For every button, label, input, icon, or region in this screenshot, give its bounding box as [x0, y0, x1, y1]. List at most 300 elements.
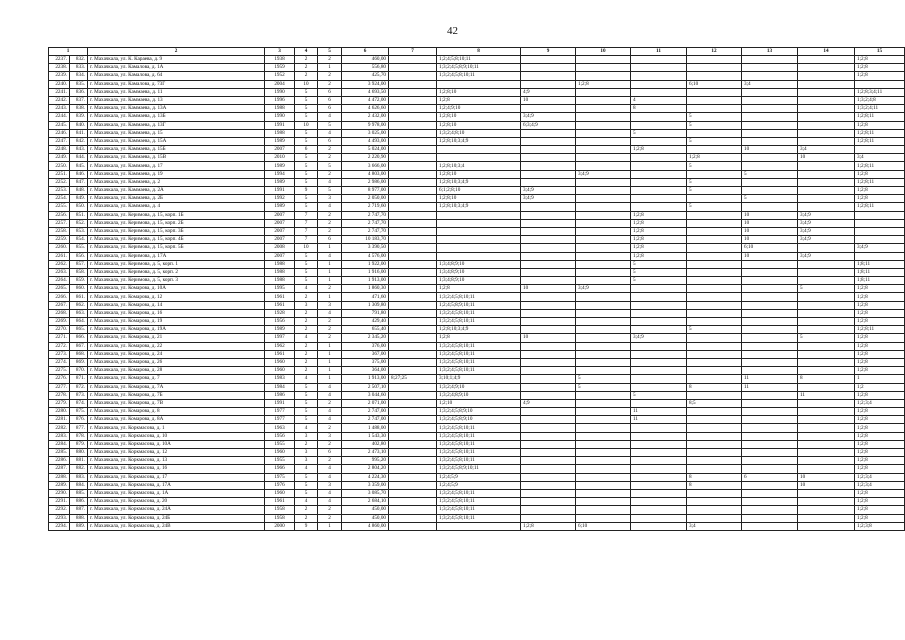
table-cell — [687, 268, 742, 276]
table-cell — [576, 309, 631, 317]
table-cell: 5 — [295, 260, 318, 268]
table-cell — [687, 506, 742, 514]
table-cell: 1;3;2;4;5;8;10;11 — [437, 367, 521, 375]
table-cell: 1966 — [265, 465, 295, 473]
table-cell: 1;8;11 — [855, 268, 905, 276]
table-cell: 2285. — [49, 449, 70, 457]
table-cell: 2254. — [49, 195, 70, 203]
table-cell — [576, 498, 631, 506]
table-cell — [742, 56, 798, 64]
table-cell: г. Махачкала, ул. Комарова, д. 26 — [88, 358, 265, 366]
table-cell: 2 — [295, 326, 318, 334]
table-row — [49, 465, 905, 473]
table-cell: 1989 — [265, 203, 295, 211]
table-cell: 8;5 — [687, 399, 742, 407]
table-cell: 2283. — [49, 432, 70, 440]
table-cell: 5 — [295, 391, 318, 399]
table-cell: 1 309,80 — [342, 301, 389, 309]
table-cell: 1;2;8 — [855, 457, 905, 465]
table-cell — [631, 457, 687, 465]
table-cell: г. Махачкала, ул. Керимова, д. 15, корп. 3Б — [88, 227, 265, 235]
table-cell — [798, 105, 855, 113]
table-cell: 855. — [70, 244, 88, 252]
table-cell: 1988 — [265, 277, 295, 285]
table-cell — [742, 326, 798, 334]
table-cell: 1 922,00 — [342, 260, 389, 268]
table-cell: 5 — [295, 129, 318, 137]
table-cell: 2280. — [49, 408, 70, 416]
table-cell — [798, 506, 855, 514]
table-cell — [687, 309, 742, 317]
table-cell: 1;2;8;10 — [437, 113, 521, 121]
table-cell: 1956 — [265, 318, 295, 326]
table-row — [49, 514, 905, 522]
table-cell: 1;3;2;4;5;8;10;11 — [437, 318, 521, 326]
table-cell: 2256. — [49, 211, 70, 219]
table-cell — [742, 105, 798, 113]
table-cell: 471,60 — [342, 293, 389, 301]
table-cell — [576, 424, 631, 432]
table-cell: 10 — [295, 121, 318, 129]
table-cell: 4 — [318, 473, 342, 481]
table-cell: 1;2;8 — [855, 416, 905, 424]
table-cell — [742, 367, 798, 375]
table-cell — [687, 465, 742, 473]
table-cell: 3 — [295, 432, 318, 440]
table-cell — [798, 260, 855, 268]
table-cell — [855, 252, 905, 260]
table-cell — [631, 506, 687, 514]
table-cell — [389, 498, 437, 506]
table-cell — [687, 391, 742, 399]
table-cell — [521, 318, 576, 326]
table-cell — [742, 391, 798, 399]
table-cell — [389, 162, 437, 170]
table-cell — [576, 137, 631, 145]
table-cell: 839. — [70, 113, 88, 121]
table-cell — [631, 383, 687, 391]
table-cell: 2241. — [49, 88, 70, 96]
table-cell — [798, 416, 855, 424]
table-cell: 2284. — [49, 440, 70, 448]
table-cell: г. Махачкала, ул. Керимова, д. 15, корп. 2Б — [88, 219, 265, 227]
table-cell: 2294. — [49, 522, 70, 530]
table-row — [49, 367, 905, 375]
table-cell: 6 — [318, 137, 342, 145]
table-cell: 10 — [742, 211, 798, 219]
table-cell: 844. — [70, 154, 88, 162]
table-cell: 2007 — [265, 146, 295, 154]
table-cell: 2292. — [49, 506, 70, 514]
table-cell — [389, 195, 437, 203]
table-cell: 4 — [295, 285, 318, 293]
table-cell: 866. — [70, 334, 88, 342]
table-cell: 1 — [318, 358, 342, 366]
table-cell: 1992 — [265, 195, 295, 203]
table-cell: 2257. — [49, 219, 70, 227]
table-cell: 10 — [742, 219, 798, 227]
table-cell — [389, 80, 437, 88]
table-cell — [798, 318, 855, 326]
table-cell: 375,00 — [342, 358, 389, 366]
table-cell — [576, 432, 631, 440]
table-row — [49, 64, 905, 72]
table-cell — [742, 301, 798, 309]
table-cell: 1;2;8 — [855, 440, 905, 448]
table-row — [49, 334, 905, 342]
table-cell: г. Махачкала, ул. К. Караева, д. 9 — [88, 56, 265, 64]
table-cell: 2004 — [265, 80, 295, 88]
table-cell — [389, 170, 437, 178]
table-cell: 1;2;3;4 — [855, 481, 905, 489]
table-cell: 873. — [70, 391, 88, 399]
table-cell — [687, 277, 742, 285]
table-cell: 6 — [742, 473, 798, 481]
table-cell: 835. — [70, 80, 88, 88]
table-cell: 3 — [295, 457, 318, 465]
table-cell: г. Махачкала, ул. Коркмасова, д. 1 — [88, 424, 265, 432]
table-cell: 1;2;3;4 — [855, 399, 905, 407]
table-cell: 2 747,00 — [342, 408, 389, 416]
table-cell — [521, 367, 576, 375]
table-cell: 5 — [576, 375, 631, 383]
table-cell: 1;8;11 — [855, 260, 905, 268]
table-cell: 2279. — [49, 399, 70, 407]
table-row — [49, 72, 905, 80]
table-cell: 425,70 — [342, 72, 389, 80]
table-cell: 846. — [70, 170, 88, 178]
table-cell: 3;4;9 — [521, 187, 576, 195]
table-cell: 1;2;8 — [631, 244, 687, 252]
table-cell: г. Махачкала, ул. Комарова, д. 7 — [88, 375, 265, 383]
table-cell — [437, 244, 521, 252]
table-cell — [576, 227, 631, 235]
table-cell — [576, 162, 631, 170]
table-cell: 7 — [295, 219, 318, 227]
table-cell — [687, 244, 742, 252]
table-cell — [521, 252, 576, 260]
table-cell: 1;2;8 — [855, 367, 905, 375]
table-cell — [437, 146, 521, 154]
table-cell — [389, 440, 437, 448]
table-cell — [631, 178, 687, 186]
table-cell — [576, 187, 631, 195]
table-row — [49, 498, 905, 506]
table-cell — [742, 358, 798, 366]
table-cell: 4 — [318, 391, 342, 399]
table-cell: 3 — [318, 481, 342, 489]
table-cell: 3;4 — [855, 154, 905, 162]
table-cell — [576, 449, 631, 457]
table-cell: 1;8;11 — [855, 277, 905, 285]
table-cell: 5 — [631, 129, 687, 137]
table-cell: 878. — [70, 432, 88, 440]
table-cell: 429,40 — [342, 318, 389, 326]
table-cell — [798, 326, 855, 334]
table-cell — [389, 342, 437, 350]
table-cell — [389, 367, 437, 375]
table-cell — [437, 227, 521, 235]
table-cell: 5 — [687, 326, 742, 334]
table-row — [49, 178, 905, 186]
table-row — [49, 342, 905, 350]
table-cell — [631, 137, 687, 145]
table-cell — [631, 358, 687, 366]
table-cell: 1;2;8 — [855, 170, 905, 178]
table-cell: г. Махачкала, ул. Каммаева, д. 11 — [88, 88, 265, 96]
table-cell: 1;2;8 — [855, 514, 905, 522]
table-cell: 6 — [318, 96, 342, 104]
table-cell — [631, 481, 687, 489]
table-cell — [576, 514, 631, 522]
table-cell — [576, 506, 631, 514]
table-cell — [437, 219, 521, 227]
table-cell — [742, 457, 798, 465]
table-cell — [742, 129, 798, 137]
table-cell: 10 — [742, 227, 798, 235]
table-cell: 837. — [70, 96, 88, 104]
table-cell — [521, 105, 576, 113]
table-cell: 6;3;4;9 — [521, 121, 576, 129]
table-row — [49, 285, 905, 293]
table-cell — [576, 56, 631, 64]
table-cell — [576, 244, 631, 252]
table-cell: г. Махачкала, ул. Коркмасова, д. 17А — [88, 481, 265, 489]
table-cell: 5 — [742, 195, 798, 203]
table-cell — [521, 473, 576, 481]
table-row — [49, 309, 905, 317]
table-cell — [521, 342, 576, 350]
table-cell: 1;3;2;4;5;8;10;11 — [437, 498, 521, 506]
table-cell: 1 543,30 — [342, 432, 389, 440]
table-cell: г. Махачкала, ул. Комарова, д. 16 — [88, 309, 265, 317]
table-cell: 2 — [318, 227, 342, 235]
table-cell — [389, 408, 437, 416]
table-cell: 1;3;4;8;9;10 — [437, 260, 521, 268]
table-cell: 5 — [295, 88, 318, 96]
table-cell: 2288. — [49, 473, 70, 481]
table-cell: 3 924,00 — [342, 80, 389, 88]
table-cell: г. Махачкала, ул. Комарова, д. 14 — [88, 301, 265, 309]
table-cell — [576, 358, 631, 366]
table-cell — [742, 489, 798, 497]
table-cell — [742, 260, 798, 268]
table-cell — [576, 219, 631, 227]
table-cell — [742, 203, 798, 211]
table-cell: 1986 — [265, 391, 295, 399]
table-row — [49, 129, 905, 137]
table-cell: 2255. — [49, 203, 70, 211]
table-row — [49, 80, 905, 88]
table-cell — [521, 211, 576, 219]
table-cell: 1;2;8 — [855, 350, 905, 358]
table-cell: 1;3;2;4;8 — [855, 96, 905, 104]
table-cell: 1;2;8 — [521, 522, 576, 530]
table-cell: 6 — [318, 105, 342, 113]
table-cell: 3;4;9 — [576, 170, 631, 178]
table-cell: 1;3;2;4;5;8;10;11 — [437, 424, 521, 432]
table-cell: 8;27;25 — [389, 375, 437, 383]
page-number: 42 — [447, 25, 458, 37]
table-cell — [798, 162, 855, 170]
table-cell: 1;2 — [855, 383, 905, 391]
table-cell: 3;4;9 — [855, 244, 905, 252]
table-cell — [389, 137, 437, 145]
table-cell: г. Махачкала, ул. Камалова, д. 73Г — [88, 80, 265, 88]
table-cell — [631, 498, 687, 506]
table-cell — [798, 244, 855, 252]
table-row — [49, 391, 905, 399]
table-cell: 1;2;4;5;9 — [437, 473, 521, 481]
table-row — [49, 424, 905, 432]
table-cell — [798, 301, 855, 309]
table-cell: 1 — [318, 260, 342, 268]
table-cell — [576, 350, 631, 358]
table-cell — [389, 301, 437, 309]
table-cell — [687, 457, 742, 465]
table-cell: 1;2;8 — [631, 236, 687, 244]
table-cell: 2 — [295, 350, 318, 358]
table-cell: 460,00 — [342, 56, 389, 64]
table-cell: 1;3;2;4;5;8;10;11 — [437, 72, 521, 80]
table-cell: 1 — [318, 277, 342, 285]
table-cell: 1;3;2;4;5;8;10;11 — [437, 309, 521, 317]
table-cell: 2 050,00 — [342, 195, 389, 203]
table-cell: 791,80 — [342, 309, 389, 317]
table-cell: 5 — [318, 121, 342, 129]
table-cell: 1;2;8;10 — [437, 195, 521, 203]
table-cell: 1;2;8;11 — [855, 326, 905, 334]
table-cell — [798, 309, 855, 317]
table-cell — [798, 187, 855, 195]
table-cell: 2 — [318, 326, 342, 334]
table-row — [49, 113, 905, 121]
table-cell — [389, 285, 437, 293]
table-cell: 1 488,00 — [342, 424, 389, 432]
table-cell — [521, 489, 576, 497]
table-cell: 450,00 — [342, 514, 389, 522]
table-cell: 1;2;3;4 — [855, 473, 905, 481]
table-cell: 10 — [742, 236, 798, 244]
table-cell: 6 — [295, 146, 318, 154]
table-cell: 2273. — [49, 350, 70, 358]
table-cell — [521, 358, 576, 366]
table-row — [49, 105, 905, 113]
table-cell — [798, 64, 855, 72]
table-cell: г. Махачкала, ул. Комарова, д. 22 — [88, 342, 265, 350]
table-cell: 1;2;8;11 — [855, 203, 905, 211]
table-cell: 1;2;8 — [855, 285, 905, 293]
table-cell: г. Махачкала, ул. Керимова, д. 15, корп. 1Б — [88, 211, 265, 219]
table-cell — [631, 342, 687, 350]
table-cell: 2274. — [49, 358, 70, 366]
table-cell: 2269. — [49, 318, 70, 326]
table-cell — [576, 293, 631, 301]
table-cell — [742, 178, 798, 186]
table-row — [49, 293, 905, 301]
table-cell: 5 — [687, 187, 742, 195]
table-cell — [742, 350, 798, 358]
table-cell — [631, 195, 687, 203]
table-cell: 2291. — [49, 498, 70, 506]
table-cell: 4 — [318, 465, 342, 473]
table-cell: 3 085,70 — [342, 489, 389, 497]
table-row — [49, 473, 905, 481]
table-cell: 1 913,00 — [342, 375, 389, 383]
table-cell — [576, 408, 631, 416]
table-cell — [389, 309, 437, 317]
table-cell: 1952 — [265, 72, 295, 80]
table-cell: 1;2;8;11 — [855, 137, 905, 145]
table-cell: 1984 — [265, 383, 295, 391]
table-cell — [576, 113, 631, 121]
table-cell: 9 — [295, 522, 318, 530]
table-cell: 3;4;9 — [798, 227, 855, 235]
table-cell — [389, 64, 437, 72]
table-cell: 3 — [318, 432, 342, 440]
table-cell: г. Махачкала, ул. Керимова, д. 15, корп. 4Б — [88, 236, 265, 244]
table-cell — [389, 326, 437, 334]
table-row — [49, 203, 905, 211]
table-cell: 1;2;8 — [855, 489, 905, 497]
table-cell: 5 — [318, 162, 342, 170]
table-cell: 2252. — [49, 178, 70, 186]
table-cell: 1;2;8;11 — [855, 113, 905, 121]
table-cell: 3 — [318, 301, 342, 309]
table-cell: 2007 — [265, 252, 295, 260]
table-cell — [631, 375, 687, 383]
table-row — [49, 416, 905, 424]
table-row — [49, 432, 905, 440]
table-cell: 2 — [318, 440, 342, 448]
column-header-1: 1 — [49, 48, 88, 56]
table-cell — [389, 383, 437, 391]
table-cell: 2008 — [265, 244, 295, 252]
table-cell — [687, 432, 742, 440]
table-cell: г. Махачкала, ул. Коркмасова, д. 20 — [88, 498, 265, 506]
table-cell: 2263. — [49, 268, 70, 276]
table-cell: 2007 — [265, 211, 295, 219]
table-cell: 1;2;4;5;8;9;10;11 — [437, 301, 521, 309]
table-cell — [798, 440, 855, 448]
table-cell: 10 — [295, 80, 318, 88]
table-cell — [798, 449, 855, 457]
table-cell: 3;4;9 — [798, 236, 855, 244]
table-cell: 1;2;8 — [631, 252, 687, 260]
table-cell: 3;4;9 — [521, 113, 576, 121]
table-cell: 4 — [318, 129, 342, 137]
table-cell: 1;2;8 — [437, 96, 521, 104]
table-cell: 883. — [70, 473, 88, 481]
table-cell: 1;3;2;4;5;8;10;11 — [437, 457, 521, 465]
table-cell — [631, 473, 687, 481]
table-cell — [437, 211, 521, 219]
table-cell — [576, 252, 631, 260]
table-cell: 5 — [798, 285, 855, 293]
table-cell: 5 — [295, 162, 318, 170]
table-cell: 2239. — [49, 72, 70, 80]
table-cell: 2007 — [265, 236, 295, 244]
table-cell — [631, 449, 687, 457]
table-cell — [631, 64, 687, 72]
table-cell: г. Махачкала, ул. Керимова, д. 5, корп. 2 — [88, 268, 265, 276]
table-cell — [631, 80, 687, 88]
table-cell: 5 — [576, 383, 631, 391]
table-cell: 2253. — [49, 187, 70, 195]
table-cell: 3 044,60 — [342, 391, 389, 399]
table-cell — [687, 440, 742, 448]
table-cell — [631, 318, 687, 326]
